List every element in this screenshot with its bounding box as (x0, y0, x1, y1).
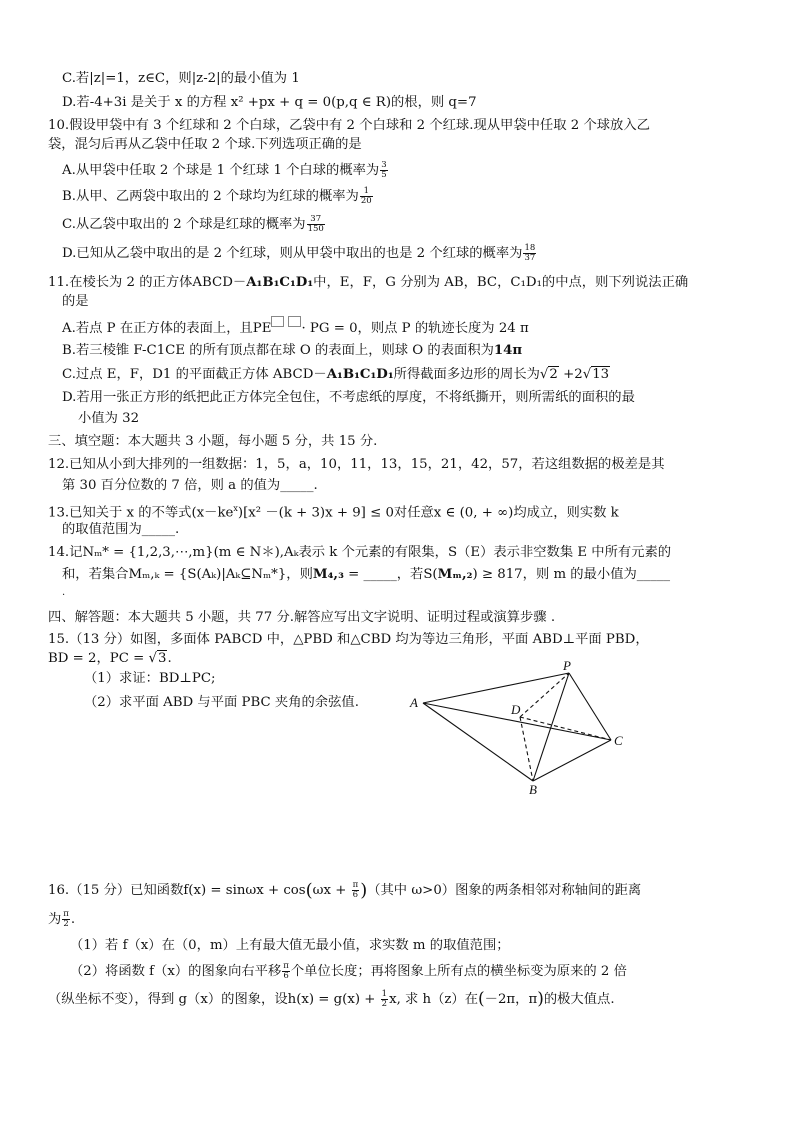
q14-text-e: ) ≥ 817，则 m 的最小值为_____ (472, 567, 671, 582)
q16-text-line2b: . (70, 912, 76, 927)
q14-set-m43: M₄,₃ (312, 567, 344, 582)
plus-term: +2 (558, 367, 583, 382)
q15-part2: （2）求平面 ABD 与平面 PBC 夹角的余弦值. (84, 695, 359, 710)
q10-option-a (62, 161, 389, 180)
fraction-numerator: π (63, 909, 69, 919)
sqrt-icon: √ (148, 651, 157, 666)
q11-stem-line1 (48, 274, 688, 291)
q14-line1: 14.记Nₘ* = {1,2,3,⋯,m}(m ∈ N＊),Aₖ表示 k 个元素的有限集，S（E）表示非空数集 E 中所有元素的 (48, 545, 672, 560)
q11-option-a-text-b: · PG = 0，则点 P 的轨迹长度为 24 π (301, 321, 529, 336)
fraction-numerator: 3 (381, 160, 387, 170)
section-4-heading: 四、解答题：本大题共 5 小题，共 77 分.解答应写出文字说明、证明过程或演算步骤 . (48, 610, 556, 625)
q10-option-d-text: D.已知从乙袋中取出的是 2 个红球，则从甲袋中取出的也是 2 个红球的概率为 (62, 246, 523, 261)
q13-exponent: x (233, 504, 238, 513)
q16-line2 (48, 910, 75, 929)
q11-option-d-line2: 小值为 32 (78, 411, 140, 426)
fraction-denominator: 2 (381, 999, 388, 1009)
q10-option-d-fraction (523, 244, 536, 263)
q15-text-b: . (167, 651, 172, 666)
q9-option-c: C.若|z|=1，z∈C，则|z-2|的最小值为 1 (62, 71, 300, 86)
q11-option-d-line1: D.若用一张正方形的纸把此正方体完全包住，不考虑纸的厚度，不将纸撕开，则所需纸的面积的最 (62, 390, 635, 405)
vector-arrow-icon (271, 316, 284, 327)
radicand: 2 (549, 367, 558, 382)
fraction-denominator: 37 (524, 253, 536, 263)
left-paren-icon: ( (305, 880, 313, 901)
sqrt-icon: √ (582, 367, 592, 382)
q16-part2-text-e: 的极大值点. (543, 992, 615, 1007)
edge-ap (423, 673, 569, 703)
right-paren-icon: ) (537, 989, 544, 1009)
q11-option-c (62, 366, 610, 383)
q11-stem-text-a: 11.在棱长为 2 的正方体ABCD－ (48, 275, 247, 290)
polyhedron-figure (405, 655, 635, 795)
q10-option-b-text: B.从甲、乙两袋中取出的 2 个球均为红球的概率为 (62, 189, 359, 204)
q10-stem-line1: 10.假设甲袋中有 3 个红球和 2 个白球，乙袋中有 2 个白球和 2 个红球.现从甲袋中任取 2 个球放入乙 (48, 118, 650, 133)
fraction-numerator: π (283, 961, 289, 971)
q10-option-c-text: C.从乙袋中取出的 2 个球是红球的概率为 (62, 217, 306, 232)
q10-option-a-fraction (380, 161, 387, 180)
q13-text-a: 13.已知关于 x 的不等式(x－ke (48, 505, 234, 521)
q11-stem-text-b: 中，E，F，G 分别为 AB，BC，C₁D₁的中点，则下列说法正确 (313, 275, 689, 290)
radicand: 13 (592, 367, 610, 382)
q16-part2-text-b: 个单位长度；再将图象上所有点的横坐标变为原来的 2 倍 (290, 964, 627, 979)
q14-text-a: 和，若集合Mₘ,ₖ = {S(Aₖ)|Aₖ⊆Nₘ*}，则 (62, 567, 313, 582)
fraction-denominator: 2 (63, 919, 69, 929)
q12-line2: 第 30 百分位数的 7 倍，则 a 的值为_____. (62, 478, 318, 493)
q16-interval: －2π，π (484, 992, 538, 1007)
q11-option-a-text-a: A.若点 P 在正方体的表面上，且PE (62, 321, 272, 336)
q16-text-line2a: 为 (48, 912, 62, 927)
q14-line3: . (62, 587, 66, 598)
q11-option-b (62, 342, 522, 359)
q14-line2 (62, 566, 670, 583)
edge-dc (520, 717, 611, 740)
q10-option-c (62, 215, 326, 234)
q16-part2-text-c: （纵坐标不变），得到 g（x）的图象，设h(x) = g(x) + (48, 992, 380, 1007)
q13-line1 (48, 500, 619, 521)
q12-line1: 12.已知从小到大排列的一组数据：1，5，a，10，11，13，15，21，42，57，若这组数据的极差是其 (48, 457, 665, 472)
q13-line2: 的取值范围为_____. (62, 522, 180, 537)
vertex-label-c: C (614, 733, 623, 748)
fraction-denominator: 6 (352, 890, 359, 900)
right-paren-icon: ) (360, 880, 368, 901)
fraction-denominator: 150 (307, 224, 324, 234)
left-paren-icon: ( (478, 989, 485, 1009)
q16-text-a: 16.（15 分）已知函数f(x) = sinωx + cos (48, 883, 306, 898)
q16-text-c: （其中 ω>0）图象的两条相邻对称轴间的距离 (367, 883, 642, 898)
q16-part2 (70, 962, 627, 981)
fraction-numerator: 1 (381, 989, 388, 999)
fraction-numerator: 37 (307, 215, 325, 225)
q15-part1: （1）求证：BD⊥PC; (84, 671, 216, 686)
fraction-numerator: π (352, 880, 359, 890)
q16-part2-text-a: （2）将函数 f（x）的图象向右平移 (70, 964, 282, 979)
fraction-numerator: 1 (360, 187, 373, 197)
radicand: 3 (157, 651, 167, 666)
q14-set-mm2: Mₘ,₂ (437, 567, 473, 582)
edge-db (520, 717, 533, 781)
sqrt-icon: √ (539, 367, 549, 382)
fraction-denominator: 6 (283, 971, 289, 981)
q13-text-b: )[x² －(k + 3)x + 9] ≤ 0对任意x ∈ (0, + ∞)均成立，则实数 k (237, 505, 619, 521)
q16-part2-line2 (48, 990, 615, 1009)
q16-part2-text-d: x, 求 h（z）在 (389, 992, 479, 1007)
q16-fraction-1-2 (381, 990, 388, 1009)
q10-option-b-fraction (360, 187, 373, 206)
q11-option-c-text-a: C.过点 E，F，D1 的平面截正方体 ABCD－ (62, 367, 327, 382)
edge-pc (569, 673, 611, 740)
vertex-label-p: P (563, 658, 571, 673)
q11-option-b-area: 14π (493, 343, 523, 358)
q9-option-d: D.若-4+3i 是关于 x 的方程 x² +px + q = 0(p,q ∈ R)的根，则 q=7 (62, 95, 477, 110)
q15-line1: 15.（13 分）如图，多面体 PABCD 中，△PBD 和△CBD 均为等边三角形，平面 ABD⊥平面 PBD， (48, 632, 649, 647)
q11-option-c-text-b: 所得截面多边形的周长为 (393, 367, 540, 382)
fraction-denominator: 5 (381, 170, 387, 180)
q16-text-b: ωx + (312, 883, 351, 898)
vertex-label-b: B (529, 782, 537, 795)
q11-cube-label: A₁B₁C₁D₁ (246, 275, 314, 290)
vertex-label-a: A (410, 695, 418, 710)
q14-text-c: = _____，若S( (343, 567, 438, 582)
vector-arrow-icon (288, 316, 301, 327)
q11-cube-label: A₁B₁C₁D₁ (326, 367, 394, 382)
fraction-numerator: 18 (524, 243, 536, 253)
q11-option-b-text: B.若三棱锥 F-C1CE 的所有顶点都在球 O 的表面上，则球 O 的表面积为 (62, 343, 494, 358)
q16-line1 (48, 881, 641, 900)
vertex-label-d: D (511, 702, 521, 717)
q16-fraction-pi-6b (282, 962, 290, 981)
q10-option-a-text: A.从甲袋中任取 2 个球是 1 个红球 1 个白球的概率为 (62, 163, 380, 178)
q15-text-a: BD = 2，PC = (48, 651, 149, 666)
q15-line2 (48, 650, 172, 667)
section-3-heading: 三、填空题：本大题共 3 小题，每小题 5 分，共 15 分. (48, 434, 378, 449)
q11-stem-line2: 的是 (62, 294, 89, 309)
q10-stem-line2: 袋，混匀后再从乙袋中任取 2 个球.下列选项正确的是 (48, 137, 362, 152)
q11-option-a (62, 320, 529, 337)
q10-option-d (62, 244, 537, 263)
q10-option-b (62, 187, 374, 206)
fraction-denominator: 20 (360, 196, 372, 206)
q16-part1: （1）若 f（x）在（0，m）上有最大值无最小值，求实数 m 的取值范围； (70, 938, 510, 953)
q16-fraction-pi-2 (62, 910, 70, 929)
q10-option-c-fraction (307, 215, 325, 234)
q16-fraction-pi-6 (352, 881, 360, 900)
